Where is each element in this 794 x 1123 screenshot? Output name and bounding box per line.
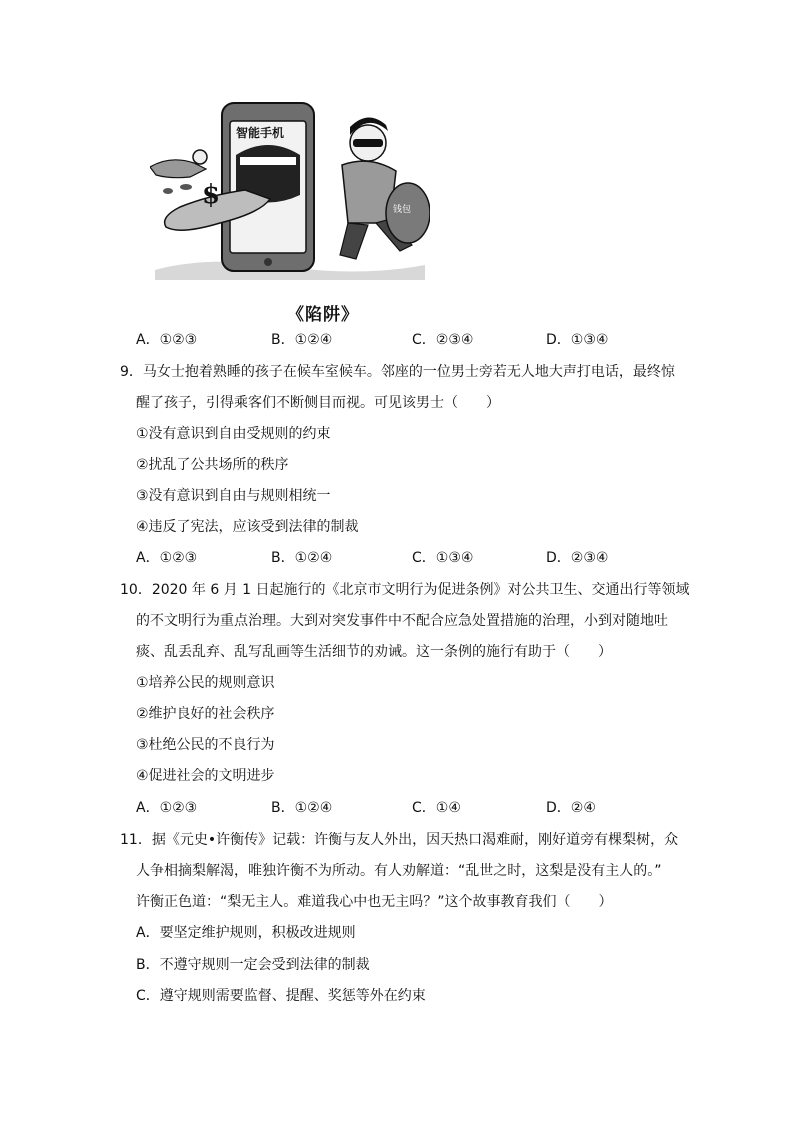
q9-item-2: ②扰乱了公共场所的秩序 bbox=[136, 457, 289, 473]
q11-choice-a[interactable]: A．要坚定维护规则，积极改进规则 bbox=[136, 925, 356, 941]
q9-item-1: ①没有意识到自由受规则的约束 bbox=[136, 426, 331, 442]
cartoon-illustration bbox=[150, 95, 430, 280]
q9-option-b[interactable]: B．①②④ bbox=[271, 550, 333, 566]
q11-choice-c[interactable]: C．遵守规则需要监督、提醒、奖惩等外在约束 bbox=[136, 988, 426, 1004]
q11-stem-line-1: 11．据《元史•许衡传》记载：许衡与友人外出，因天热口渴难耐，刚好道旁有棵梨树，众 bbox=[120, 832, 679, 848]
svg-text:$: $ bbox=[202, 180, 221, 210]
bag-label: 钱包 bbox=[393, 205, 412, 215]
q10-option-b[interactable]: B．①②④ bbox=[271, 800, 333, 816]
q9-option-c[interactable]: C．①③④ bbox=[412, 550, 474, 566]
q10-option-a[interactable]: A．①②③ bbox=[136, 800, 198, 816]
q8-option-c[interactable]: C．②③④ bbox=[412, 332, 474, 348]
q10-item-1: ①培养公民的规则意识 bbox=[136, 675, 275, 691]
q9-options bbox=[136, 548, 676, 568]
q10-item-4: ④促进社会的文明进步 bbox=[136, 768, 275, 784]
q11-stem-line-3: 许衡正色道：“梨无主人。难道我心中也无主吗？”这个故事教育我们（ ） bbox=[136, 894, 613, 910]
q10-option-d[interactable]: D．②④ bbox=[546, 800, 596, 816]
q11-choice-b[interactable]: B．不遵守规则一定会受到法律的制裁 bbox=[136, 957, 370, 973]
q9-option-d[interactable]: D．②③④ bbox=[546, 550, 609, 566]
q8-option-a[interactable]: A．①②③ bbox=[136, 332, 198, 348]
q9-item-3: ③没有意识到自由与规则相统一 bbox=[136, 488, 331, 504]
q10-item-3: ③杜绝公民的不良行为 bbox=[136, 737, 275, 753]
q10-option-c[interactable]: C．①④ bbox=[412, 800, 461, 816]
q9-option-a[interactable]: A．①②③ bbox=[136, 550, 198, 566]
q9-item-4: ④违反了宪法，应该受到法律的制裁 bbox=[136, 519, 359, 535]
q9-stem-line-2: 醒了孩子，引得乘客们不断侧目而视。可见该男士（ ） bbox=[136, 395, 500, 411]
q10-options bbox=[136, 798, 676, 818]
q10-item-2: ②维护良好的社会秩序 bbox=[136, 706, 275, 722]
q8-option-d[interactable]: D．①③④ bbox=[546, 332, 609, 348]
q11-stem-line-2: 人争相摘梨解渴，唯独许衡不为所动。有人劝解道：“乱世之时，这梨是没有主人的。” bbox=[136, 863, 662, 879]
phone-label: 智能手机 bbox=[236, 126, 285, 140]
q9-stem-line-1: 9．马女士抱着熟睡的孩子在候车室候车。邻座的一位男士旁若无人地大声打电话，最终惊 bbox=[120, 364, 675, 380]
q8-option-b[interactable]: B．①②④ bbox=[271, 332, 333, 348]
q10-stem-line-3: 痰、乱丢乱弃、乱写乱画等生活细节的劝诫。这一条例的施行有助于（ ） bbox=[136, 644, 612, 660]
q8-options bbox=[136, 330, 676, 350]
q10-stem-line-1: 10．2020 年 6 月 1 日起施行的《北京市文明行为促进条例》对公共卫生、交通出行等领域 bbox=[120, 582, 690, 598]
figure-caption: 《陷阱》 bbox=[287, 305, 359, 325]
q10-stem-line-2: 的不文明行为重点治理。大到对突发事件中不配合应急处置措施的治理，小到对随地吐 bbox=[136, 613, 668, 629]
